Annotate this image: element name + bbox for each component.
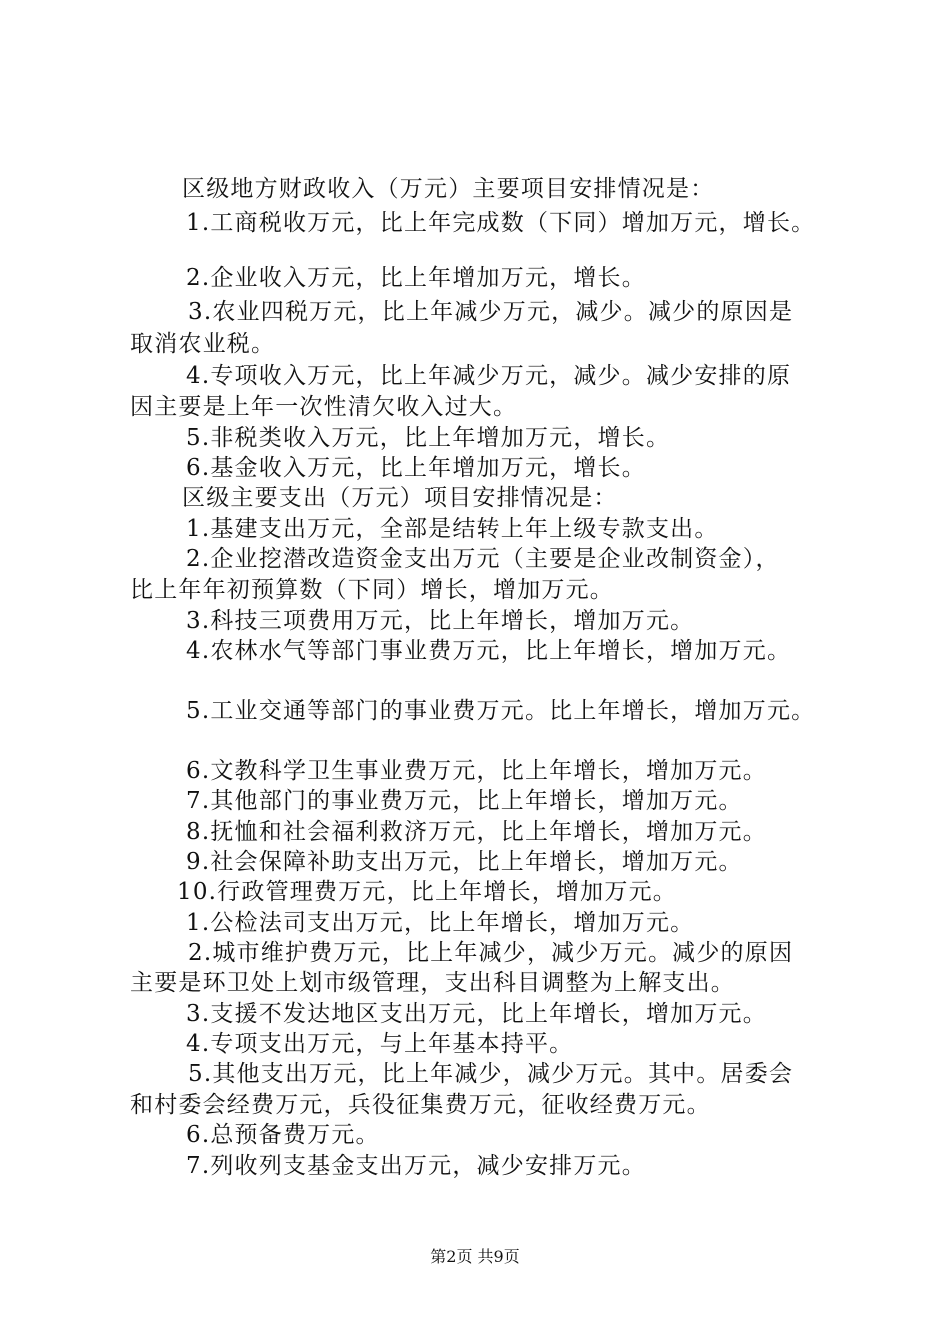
paragraph-line: 4.农林水气等部门事业费万元，比上年增长，增加万元。: [186, 638, 792, 664]
page-footer: 第2页 共9页: [430, 1247, 520, 1266]
paragraph-line: 8.抚恤和社会福利救济万元，比上年增长，增加万元。: [186, 819, 767, 845]
paragraph-line: 6.基金收入万元，比上年增加万元，增长。: [186, 455, 646, 481]
paragraph-line: 2.城市维护费万元，比上年减少，减少万元。减少的原因: [188, 940, 794, 966]
paragraph-line: 7.列收列支基金支出万元，减少安排万元。: [186, 1153, 646, 1179]
section-heading-revenue: 区级地方财政收入（万元）主要项目安排情况是：: [182, 176, 715, 202]
paragraph-line: 10.行政管理费万元，比上年增长，增加万元。: [177, 879, 677, 905]
paragraph-line: 7.其他部门的事业费万元，比上年增长，增加万元。: [186, 788, 743, 814]
paragraph-line: 2.企业收入万元，比上年增加万元，增长。: [186, 265, 646, 291]
paragraph-line: 比上年年初预算数（下同）增长，增加万元。: [130, 577, 614, 603]
paragraph-line: 2.企业挖潜改造资金支出万元（主要是企业改制资金），: [186, 546, 780, 572]
paragraph-line: 和村委会经费万元，兵役征集费万元，征收经费万元。: [130, 1092, 711, 1118]
paragraph-line: 1.公检法司支出万元，比上年增长，增加万元。: [186, 910, 695, 936]
paragraph-line: 6.文教科学卫生事业费万元，比上年增长，增加万元。: [186, 758, 767, 784]
paragraph-line: 3.农业四税万元，比上年减少万元，减少。减少的原因是: [188, 299, 794, 325]
paragraph-line: 4.专项收入万元，比上年减少万元，减少。减少安排的原: [186, 363, 792, 389]
paragraph-line: 主要是环卫处上划市级管理，支出科目调整为上解支出。: [130, 970, 735, 996]
paragraph-line: 取消农业税。: [130, 331, 276, 357]
paragraph-line: 5.工业交通等部门的事业费万元。比上年增长，增加万元。: [186, 698, 816, 724]
paragraph-line: 因主要是上年一次性清欠收入过大。: [130, 394, 518, 420]
section-heading-expenditure: 区级主要支出（万元）项目安排情况是：: [182, 485, 618, 511]
paragraph-line: 1.基建支出万元，全部是结转上年上级专款支出。: [186, 516, 719, 542]
paragraph-line: 1.工商税收万元，比上年完成数（下同）增加万元，增长。: [186, 210, 816, 236]
paragraph-line: 3.科技三项费用万元，比上年增长，增加万元。: [186, 608, 695, 634]
paragraph-line: 6.总预备费万元。: [186, 1122, 380, 1148]
paragraph-line: 3.支援不发达地区支出万元，比上年增长，增加万元。: [186, 1001, 767, 1027]
paragraph-line: 9.社会保障补助支出万元，比上年增长，增加万元。: [186, 849, 743, 875]
paragraph-line: 5.非税类收入万元，比上年增加万元，增长。: [186, 425, 671, 451]
paragraph-line: 5.其他支出万元，比上年减少，减少万元。其中。居委会: [188, 1061, 794, 1087]
paragraph-line: 4.专项支出万元，与上年基本持平。: [186, 1031, 574, 1057]
